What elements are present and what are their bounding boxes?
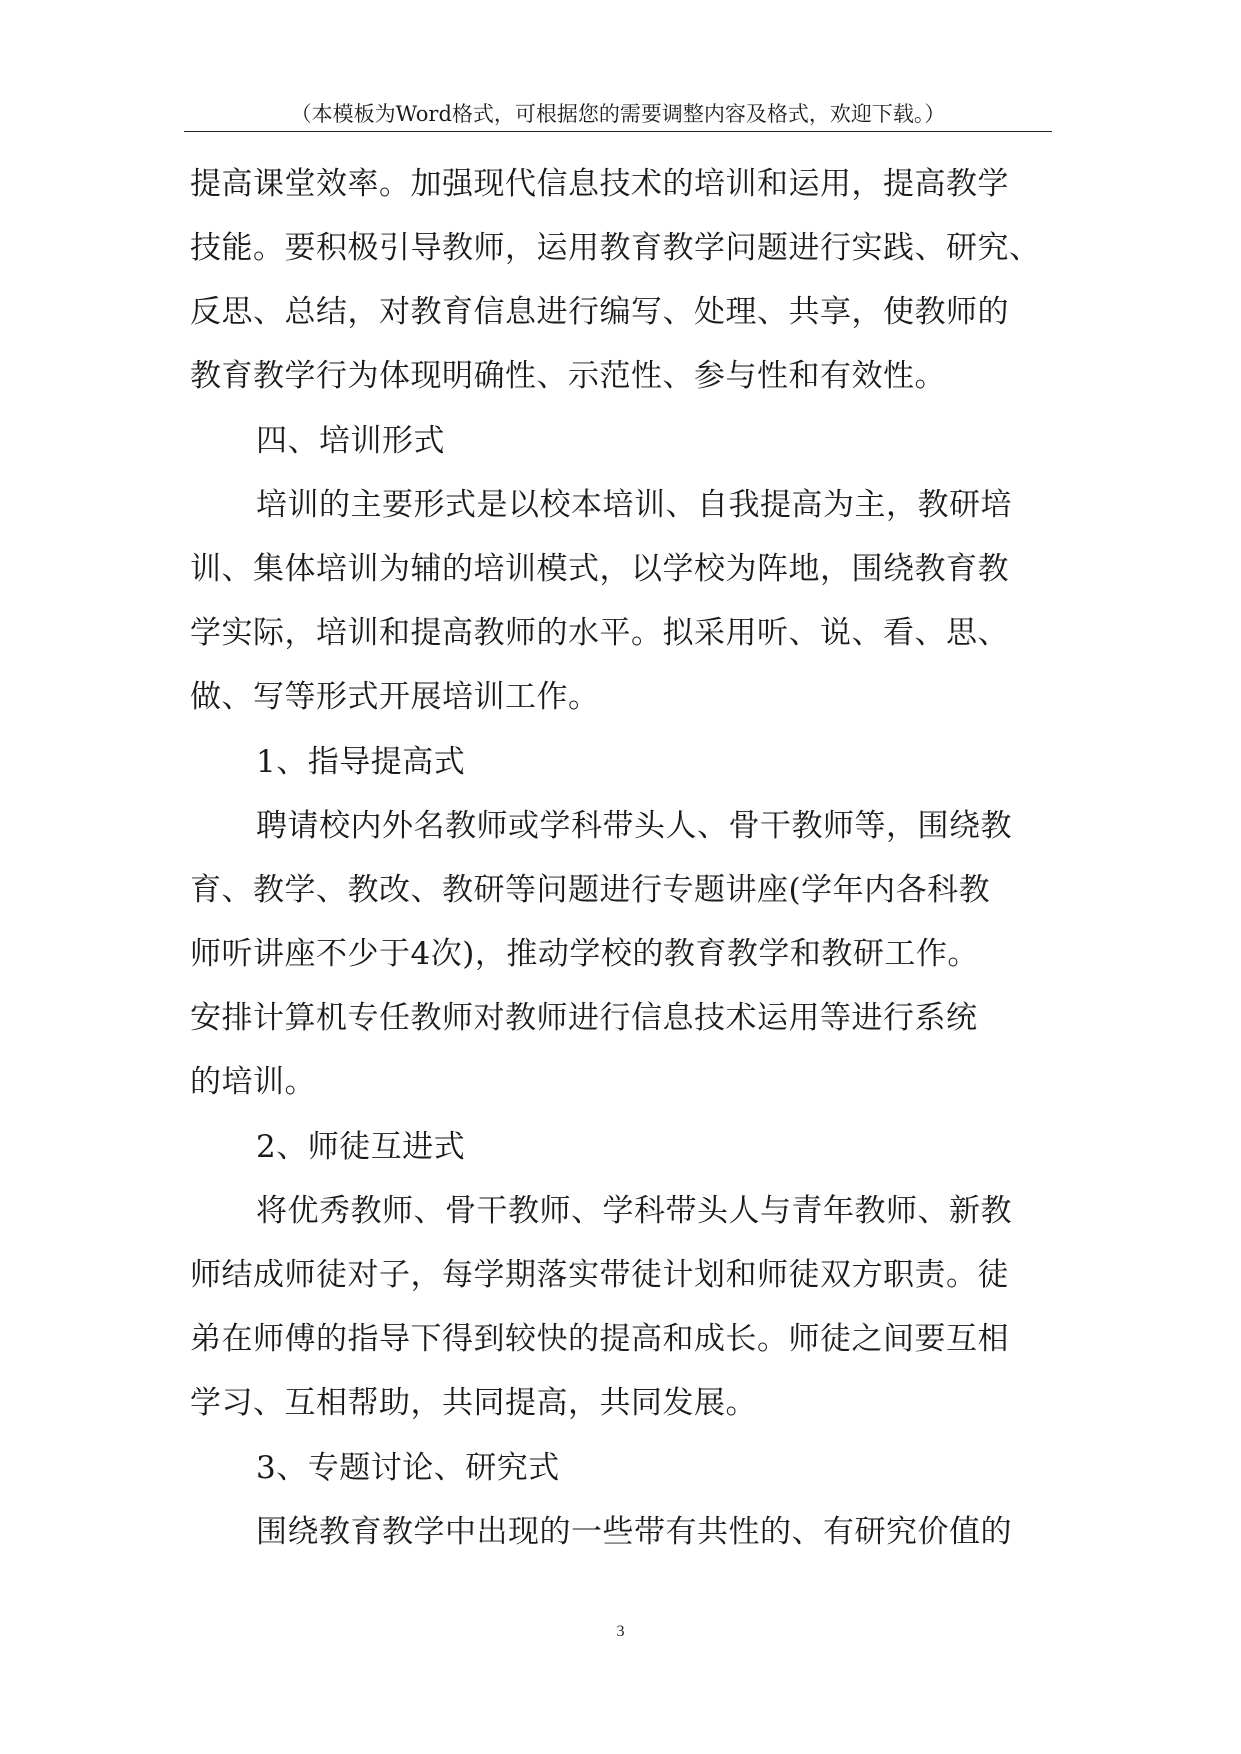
text-line: 提高课堂效率。加强现代信息技术的培训和运用，提高教学 [190, 166, 1009, 202]
paragraph-start: 聘请校内外名教师或学科带头人、骨干教师等，围绕教 [256, 808, 1012, 844]
paragraph-start: 将优秀教师、骨干教师、学科带头人与青年教师、新教 [256, 1193, 1012, 1229]
text-line: 育、教学、教改、教研等问题进行专题讲座(学年内各科教 [190, 872, 991, 908]
text-line: 反思、总结，对教育信息进行编写、处理、共享，使教师的 [190, 294, 1009, 330]
text-line: 教育教学行为体现明确性、示范性、参与性和有效性。 [190, 358, 946, 394]
paragraph-start: 围绕教育教学中出现的一些带有共性的、有研究价值的 [256, 1514, 1012, 1550]
paragraph-start: 培训的主要形式是以校本培训、自我提高为主，教研培 [256, 487, 1012, 523]
subsection-heading: 2、师徒互进式 [256, 1129, 466, 1165]
text-line: 师听讲座不少于4次)，推动学校的教育教学和教研工作。 [190, 936, 979, 972]
text-line: 做、写等形式开展培训工作。 [190, 679, 600, 715]
page-number: 3 [616, 1623, 625, 1640]
text-line: 训、集体培训为辅的培训模式，以学校为阵地，围绕教育教 [190, 551, 1009, 587]
subsection-heading: 3、专题讨论、研究式 [256, 1450, 560, 1486]
text-line: 技能。要积极引导教师，运用教育教学问题进行实践、研究、 [190, 230, 1041, 266]
template-note: （本模板为Word格式，可根据您的需要调整内容及格式，欢迎下载。） [290, 102, 946, 126]
text-line: 学实际，培训和提高教师的水平。拟采用听、说、看、思、 [190, 615, 1009, 651]
subsection-heading: 1、指导提高式 [256, 744, 466, 780]
text-line: 师结成师徒对子，每学期落实带徒计划和师徒双方职责。徒 [190, 1257, 1009, 1293]
text-line: 的培训。 [190, 1064, 316, 1100]
text-line: 弟在师傅的指导下得到较快的提高和成长。师徒之间要互相 [190, 1321, 1009, 1357]
text-line: 安排计算机专任教师对教师进行信息技术运用等进行系统 [190, 1000, 978, 1036]
header-divider [184, 131, 1052, 132]
section-heading: 四、培训形式 [256, 423, 445, 459]
text-line: 学习、互相帮助，共同提高，共同发展。 [190, 1385, 757, 1421]
